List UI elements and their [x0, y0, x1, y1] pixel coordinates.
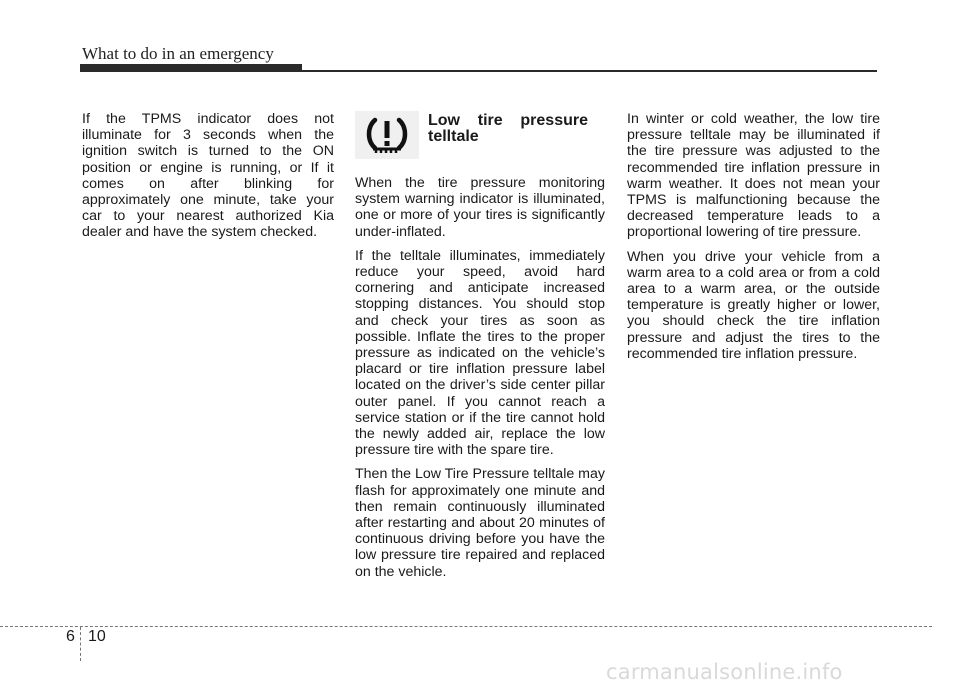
- paragraph-tpms-indicator: If the TPMS indicator does not illuminate for 3 seconds when the ignition switch is turned to the ON position or engine is running, or If it comes on after blinking for approximately one minute, take your car to your nearest authorized Kia dealer and have the system checked.: [82, 111, 334, 241]
- paragraph-cold-weather: In winter or cold weather, the low tire pressure telltale may be illuminated if the tire pressure was adjusted to the recommended tire inflation pressure in warm weather. It does not mean your TPMS is malfunctioning because the decreased temperature leads to a proportional lowering of tire pressure.: [627, 111, 880, 241]
- telltale-heading: Low tire pressure telltale: [428, 112, 588, 145]
- column-2: [355, 111, 605, 588]
- column-3: [627, 111, 880, 370]
- column-1: [82, 111, 334, 249]
- watermark: carmanualsonline.info: [606, 660, 843, 684]
- section-number: 6: [66, 628, 75, 645]
- low-tire-pressure-icon: [355, 111, 419, 159]
- low-tire-pressure-icon-graphic: [362, 114, 412, 156]
- telltale-header: [355, 111, 605, 161]
- page-number: 10: [88, 628, 106, 645]
- paragraph-warning-indicator: When the tire pressure monitoring system warning indicator is illuminated, one or more of your tires is significantly under-inflated.: [355, 175, 605, 240]
- paragraph-telltale-illuminates: If the telltale illuminates, immediately reduce your speed, avoid hard cornering and anticipate increased stopping distances. You should stop and check your tires as soon as possible. Inflate the tires to the proper pressure as indicated on the vehicle’s placard or tire inflation pressure label located on the driver’s side center pillar outer panel. If you cannot reach a service station or if the tire cannot hold the newly added air, replace the low pressure tire with the spare tire.: [355, 247, 605, 459]
- paragraph-telltale-flash: Then the Low Tire Pressure telltale may flash for approximately one minute and then remain continuously illuminated after restarting and about 20 minutes of continuous driving before you have the low pressure tire repaired and replaced on the vehicle.: [355, 466, 605, 580]
- footer-divider: [0, 626, 932, 627]
- paragraph-temperature-change: When you drive your vehicle from a warm area to a cold area or from a cold area to a warm area, or the outside temperature is greatly higher or lower, you should check the tire inflation pressure and adjust the tires to the recommended tire inflation pressure.: [627, 248, 880, 362]
- footer-page-divider: [80, 627, 81, 661]
- section-title: What to do in an emergency: [82, 44, 274, 63]
- header-rule: [80, 70, 877, 72]
